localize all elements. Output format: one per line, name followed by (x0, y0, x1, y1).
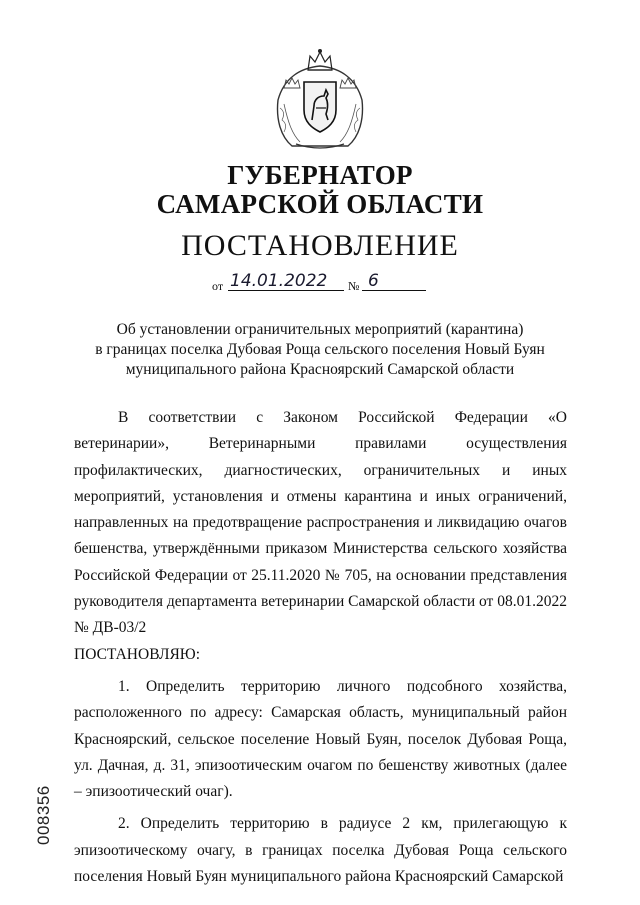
coat-of-arms-icon (270, 48, 370, 152)
date-value: 14.01.2022 (230, 271, 328, 291)
resolve-heading: ПОСТАНОВЛЯЮ: (74, 645, 201, 663)
subject-line: в границах поселка Дубовая Роща сельского поселения Новый Буян (95, 341, 545, 358)
document-type: ПОСТАНОВЛЕНИЕ (181, 229, 459, 262)
date-label: от (212, 279, 224, 293)
item-1-paragraph: 1. Определить территорию личного подсобного хозяйства, расположенного по адресу: Самарская область, муниципальный район Красноярский, сельское поселение Новый Буян, поселок Дубовая Роща, ул. Дачная, д. 31, эпизоотическим очагом по бешенству животных (далее – эпизоотический очаг). (74, 677, 567, 801)
issuer-title-line1: ГУБЕРНАТОР (227, 160, 413, 190)
number-value: 6 (368, 271, 379, 291)
document-body (74, 405, 567, 890)
document-subject (0, 320, 640, 380)
item-2-paragraph: 2. Определить территорию в радиусе 2 км, прилегающую к эпизоотическому очагу, в границах поселка Дубовая Роща сельского поселения Новый Буян муниципального района Красноярский Самарской (74, 815, 567, 886)
number-label: № (348, 279, 360, 293)
issuer-title-line2: САМАРСКОЙ ОБЛАСТИ (156, 189, 484, 219)
margin-registration-stamp: 008356 (34, 785, 53, 845)
subject-line: муниципального района Красноярский Самарской области (125, 361, 515, 378)
subject-line: Об установлении ограничительных мероприятий (карантина) (116, 321, 524, 338)
preamble-paragraph: В соответствии с Законом Российской Федерации «О ветеринарии», Ветеринарными правилами осуществления профилактических, диагностических, ограничительных и иных мероприятий, установления и отмены карантина и иных ограничений, направленных на предотвращение распространения и ликвидацию очагов бешенства, утверждёнными приказом Министерства сельского хозяйства Российской Федерации от 25.11.2020 № 705, на основании представления руководителя департамента ветеринарии Самарской области от 08.01.2022 № ДВ-03/2 (74, 409, 567, 637)
